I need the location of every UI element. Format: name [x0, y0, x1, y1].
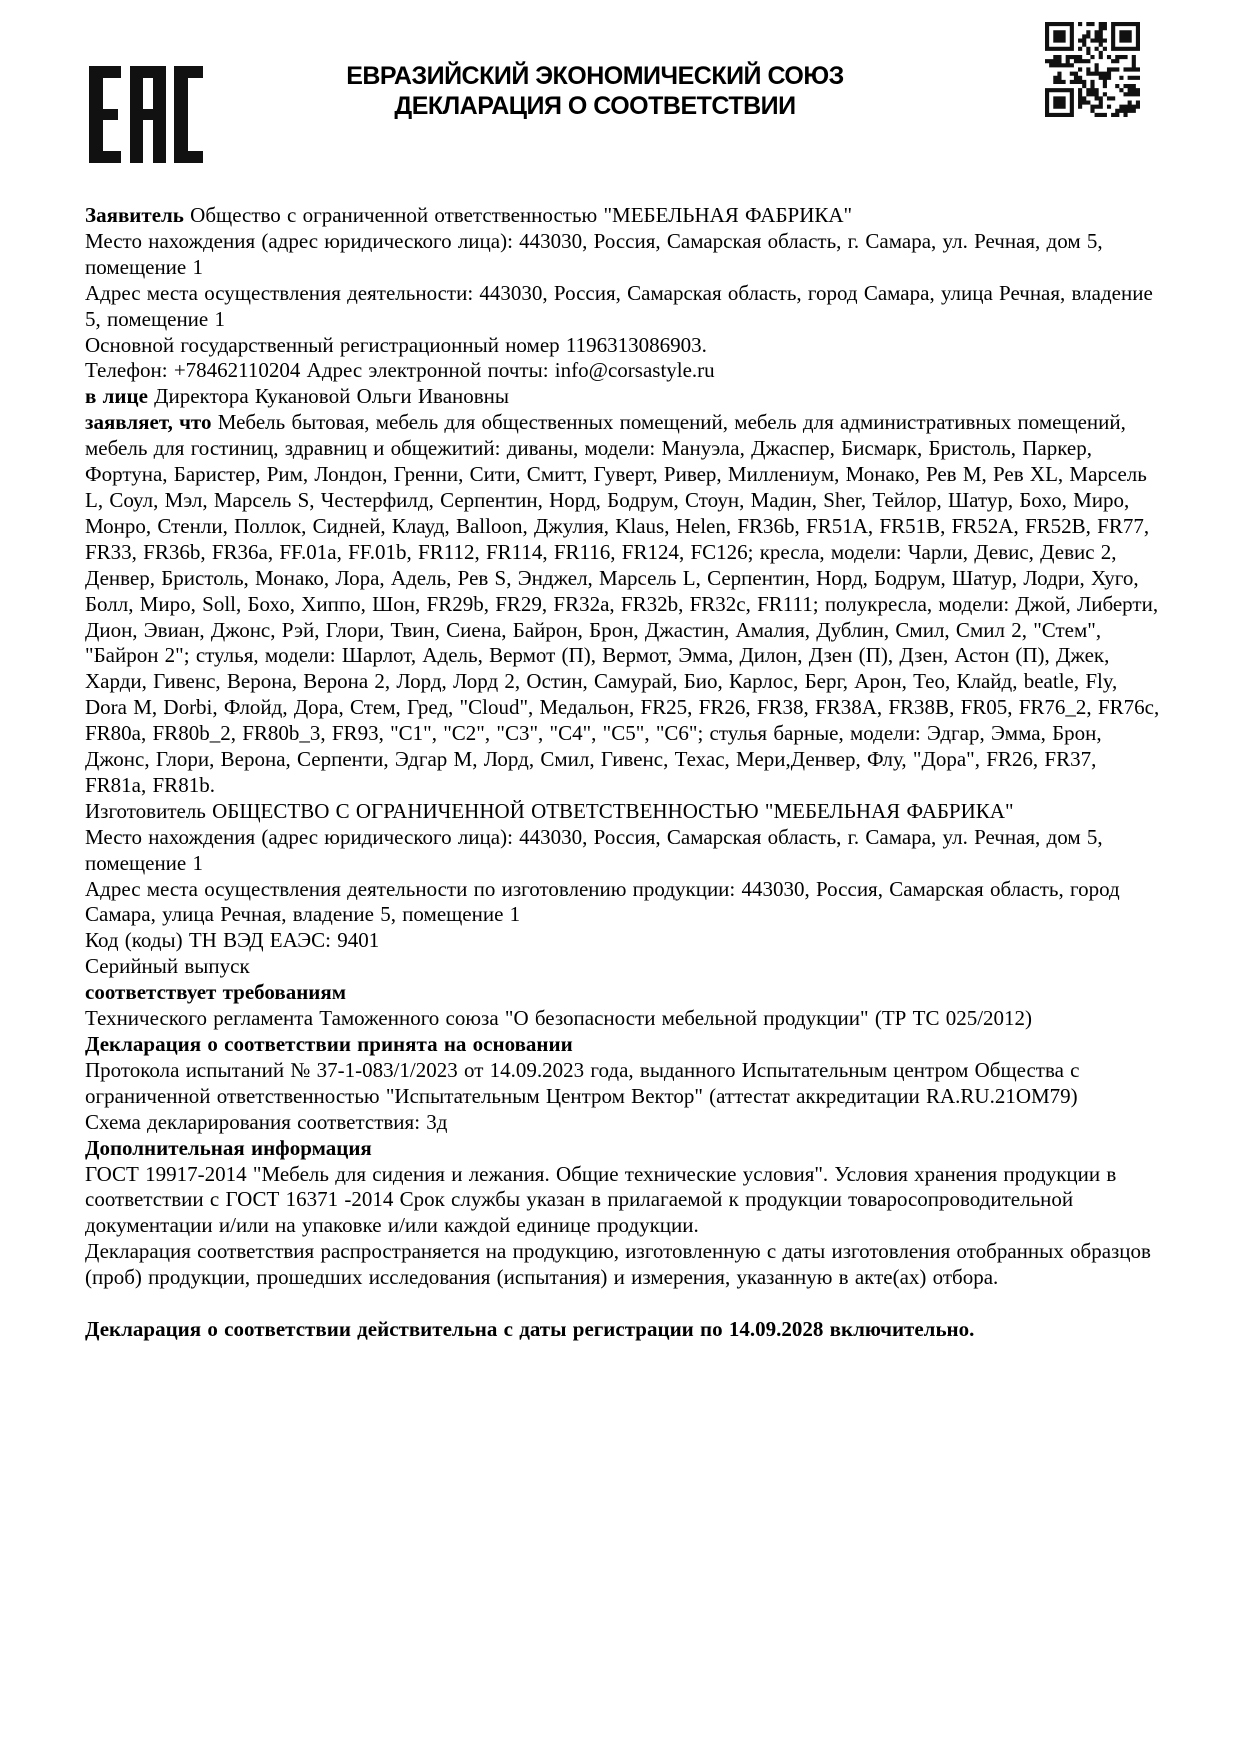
additional-info-heading: Дополнительная информация [85, 1135, 372, 1160]
applicant-label: Заявитель [85, 203, 184, 227]
union-name-title: ЕВРАЗИЙСКИЙ ЭКОНОМИЧЕСКИЙ СОЮЗ [346, 62, 844, 90]
document-body [85, 203, 1163, 1343]
additional-info-scope: Декларация соответствия распространяется на продукцию, изготовленную с даты изготовления отобранных образцов (проб) продукции, прошедших исследования (испытания) и измерения, указанную в акте(ах) отбора. [85, 1239, 1151, 1290]
applicant: Заявитель Общество с ограниченной ответственностью "МЕБЕЛЬНАЯ ФАБРИКА" [85, 203, 853, 227]
declaration-scheme: Схема декларирования соответствия: 3д [85, 1109, 448, 1134]
applicant-address: Место нахождения (адрес юридического лица): 443030, Россия, Самарская область, г. Самара, ул. Речная, дом 5, помещение 1 [85, 228, 1103, 279]
representative: в лице Директора Кукановой Ольги Ивановны [85, 384, 510, 409]
qr-code [1045, 22, 1140, 117]
test-protocol: Протокола испытаний № 37-1-083/1/2023 от 14.09.2023 года, выданного Испытательным центром Общества с ограниченной ответственностью "Испытательным Центром Вектор" (аттестат аккредитации RA.RU.21ОМ79) [85, 1057, 1080, 1108]
contacts: Телефон: +78462110204 Адрес электронной почты: info@corsastyle.ru [85, 358, 715, 383]
declaration-subject-label: заявляет, что [85, 410, 212, 435]
conformity-heading: соответствует требованиям [85, 980, 347, 1005]
serial-production: Серийный выпуск [85, 954, 250, 979]
validity-statement: Декларация о соответствии действительна с даты регистрации по 14.09.2028 включительно. [85, 1317, 975, 1342]
technical-regulation: Технического регламента Таможенного союза "О безопасности мебельной продукции" (ТР ТС 025/2012) [85, 1006, 1033, 1031]
representative-label: в лице [85, 384, 148, 409]
applicant-activity-address: Адрес места осуществления деятельности: 443030, Россия, Самарская область, город Самара, улица Речная, владение 5, помещение 1 [85, 280, 1153, 331]
additional-info-storage: ГОСТ 19917-2014 "Мебель для сидения и лежания. Общие технические условия". Условия хранения продукции в соответствии с ГОСТ 16371 -2014 Срок службы указан в прилагаемой к продукции товаросопроводительной документации и/или на упаковке и/или каждой единице продукции. [85, 1161, 1117, 1238]
tn-ved-code: Код (коды) ТН ВЭД ЕАЭС: 9401 [85, 928, 380, 953]
declaration-subject: заявляет, что Мебель бытовая, мебель для общественных помещений, мебель для административных помещений, мебель для гостиниц, здравниц и общежитий: диваны, модели: Мануэла, Джаспер, Бисмарк, Бристоль, Паркер, Фортуна, Баристер, Рим, Лондон, Гренни, Сити, Смитт, Гуверт, Ривер, Миллениум, Монако, Рев М, Рев XL, Марсель L, Соул, Мэл, Марсель S, Честерфилд, Серпентин, Норд, Бодрум, Стоун, Мадин, Sher, Тейлор, Шатур, Бохо, Миро, Монро, Стенли, Поллок, Сидней, Клауд, Balloon, Джулия, Klaus, Helen, FR36b, FR51A, FR51B, FR52A, FR52B, FR77, FR33, FR36b, FR36a, FF.01a, FF.01b, FR112, FR114, FR116, FR124, FC126; кресла, модели: Чарли, Девис, Девис 2, Денвер, Бристоль, Монако, Лора, Адель, Рев S, Энджел, Марсель L, Серпентин, Норд, Бодрум, Шатур, Лодри, Хуго, Болл, Миро, Soll, Бохо, Хиппо, Шон, FR29b, FR29, FR32a, FR32b, FR32c, FR111; полукресла, модели: Джой, Либерти, Дион, Эвиан, Джонс, Рэй, Глори, Твин, Сиена, Байрон, Брон, Джастин, Амалия, Дублин, Смил, Смил 2, "Стем", "Байрон 2"; стулья, модели: Шарлот, Адель, Вермот (П), Вермот, Эмма, Дилон, Дзен (П), Дзен, Астон (П), Джек, Харди, Гивенс, Верона, Верона 2, Лорд, Лорд 2, Остин, Самурай, Био, Карлос, Берг, Арон, Тео, Клайд, beatle, Fly, Dora M, Dorbi, Флойд, Дора, Стем, Гред, "Cloud", Медальон, FR25, FR26, FR38, FR38A, FR38B, FR05, FR76_2, FR76c, FR80a, FR80b_2, FR80b_3, FR93, "C1", "C2", "C3", "C4", "C5", "C6"; стулья барные, модели: Эдгар, Эмма, Брон, Джонс, Глори, Верона, Серпенти, Эдгар М, Лорд, Смил, Гивенс, Техас, Мери,Денвер, Флу, "Дора", FR26, FR37, FR81a, FR81b. [85, 410, 1160, 797]
manufacturer-address: Место нахождения (адрес юридического лица): 443030, Россия, Самарская область, г. Самара, ул. Речная, дом 5, помещение 1 [85, 824, 1103, 875]
basis-heading: Декларация о соответствии принята на основании [85, 1032, 573, 1056]
manufacturer: Изготовитель ОБЩЕСТВО С ОГРАНИЧЕННОЙ ОТВЕТСТВЕННОСТЬЮ "МЕБЕЛЬНАЯ ФАБРИКА" [85, 798, 1014, 823]
manufacturer-activity-address: Адрес места осуществления деятельности по изготовлению продукции: 443030, Россия, Самарская область, город Самара, улица Речная, владение 5, помещение 1 [85, 876, 1120, 927]
document-header [0, 61, 1190, 121]
ogrn-number: Основной государственный регистрационный номер 1196313086903. [85, 332, 707, 357]
document-type-title: ДЕКЛАРАЦИЯ О СООТВЕТСТВИИ [394, 92, 796, 120]
